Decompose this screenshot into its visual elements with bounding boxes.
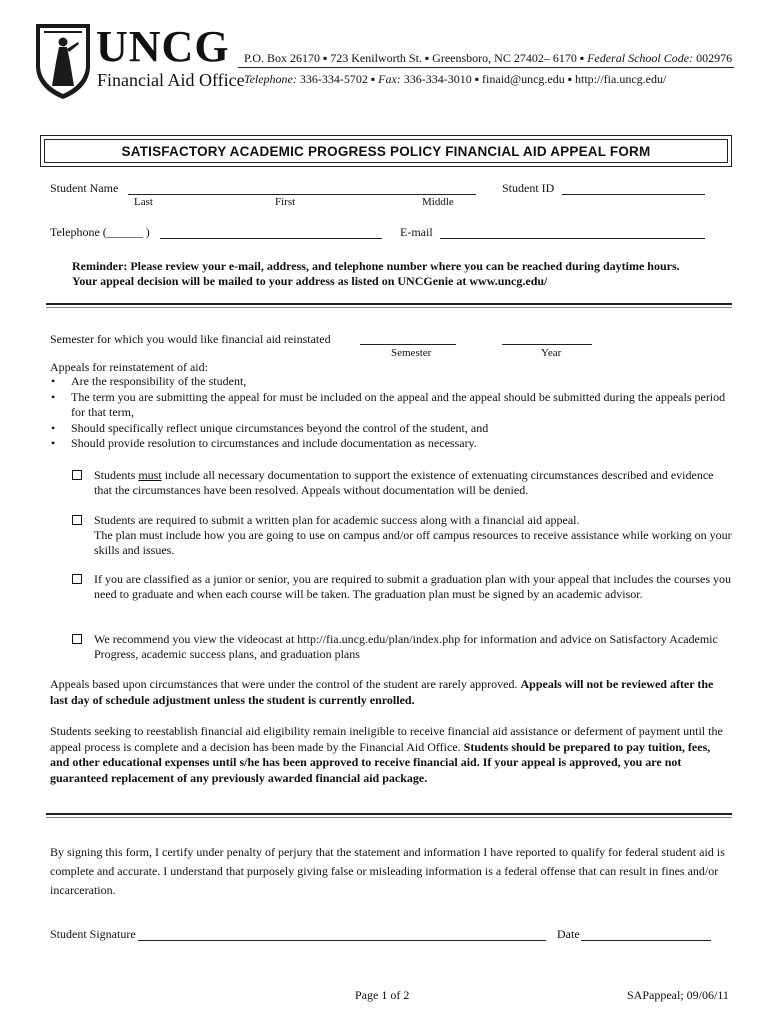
middle-label: Middle	[422, 196, 454, 208]
semester-field[interactable]	[360, 344, 456, 345]
list-item: • Should specifically reflect unique circumstances beyond the control of the student, and	[50, 421, 730, 437]
date-field[interactable]	[581, 940, 711, 941]
fax-label: Fax:	[378, 72, 401, 86]
financial-aid-office-label: Financial Aid Office	[97, 70, 245, 90]
header-contact	[244, 72, 666, 87]
header-divider	[238, 67, 734, 68]
checkbox-videocast[interactable]	[72, 634, 82, 644]
must-underlined: must	[138, 468, 162, 482]
checkbox-text: Students	[94, 468, 139, 482]
semester-label: Semester	[391, 347, 432, 359]
paragraph-bold-text: Appeals will not be reviewed after the last day of schedule adjustment unless the student is currently enrolled.	[50, 677, 714, 707]
student-name-field[interactable]	[128, 194, 476, 195]
appeals-intro: Appeals for reinstatement of aid:	[50, 360, 208, 374]
telephone-number: 336-334-5702 ▪	[296, 72, 379, 86]
last-label: Last	[134, 196, 153, 208]
eligibility-paragraph	[50, 724, 730, 786]
school-code: 002976	[693, 51, 733, 65]
list-item: • Should provide resolution to circumstances and include documentation as necessary.	[50, 436, 730, 452]
school-code-label: Federal School Code:	[587, 51, 694, 65]
paragraph-text: Students seeking to reestablish financial aid eligibility remain ineligible to receive financial aid assistance or deferment of payment until the appeal process is complete and a decision has been made by the Financial Aid Office.	[50, 724, 723, 754]
section-divider-1-shadow	[46, 307, 732, 308]
telephone-label: Telephone:	[244, 72, 297, 86]
signature-field[interactable]	[138, 940, 546, 941]
certification-paragraph: By signing this form, I certify under penalty of perjury that the statement and information I have reported to qualify for federal student aid is complete and accurate. I understand that purposely giving false or misleading information is a federal offense that can result in fines and/or incarceration.	[50, 845, 725, 897]
email-label: E-mail	[400, 225, 433, 239]
signature-label: Student Signature	[50, 927, 136, 941]
checkbox-academic-plan[interactable]	[72, 515, 82, 525]
list-item: • Are the responsibility of the student,	[50, 374, 730, 390]
student-name-label: Student Name	[50, 181, 119, 195]
page-number: Page 1 of 2	[355, 988, 410, 1002]
fax-and-web: 336-334-3010 ▪ finaid@uncg.edu ▪ http://fia.uncg.edu/	[400, 72, 667, 86]
section-divider-2-shadow	[46, 817, 732, 818]
form-code: SAPappeal; 09/06/11	[627, 988, 729, 1002]
checkbox-text: If you are classified as a junior or senior, you are required to submit a graduation plan with your appeal that includes the courses you need to graduate and when each course will be taken. The graduation plan must be signed by an academic advisor.	[94, 572, 731, 601]
checkbox-text: The plan must include how you are going to use on campus and/or off campus resources to receive assistance while working on your skills and issues.	[94, 528, 732, 557]
header-address	[244, 51, 732, 66]
first-label: First	[275, 196, 296, 208]
checkbox-documentation[interactable]	[72, 470, 82, 480]
telephone-field[interactable]	[160, 238, 382, 239]
list-item: • The term you are submitting the appeal for must be included on the appeal and the appeal should be submitted during the appeals period for that term,	[50, 390, 730, 421]
student-id-field[interactable]	[562, 194, 705, 195]
reminder-line-1: Reminder: Please review your e-mail, address, and telephone number where you can be reached during daytime hours.	[72, 259, 680, 273]
email-field[interactable]	[440, 238, 705, 239]
year-label: Year	[541, 347, 562, 359]
telephone-label-field: Telephone (______ )	[50, 225, 150, 239]
checkbox-item-graduation-plan	[72, 572, 732, 602]
checkbox-graduation-plan[interactable]	[72, 574, 82, 584]
section-divider-2	[46, 813, 732, 815]
checkbox-text: We recommend you view the videocast at http://fia.uncg.edu/plan/index.php for information and advice on Satisfactory Academic Progress, academic success plans, and graduation plans	[94, 632, 718, 661]
reminder-line-2: Your appeal decision will be mailed to your address as listed on UNCGenie at www.uncg.edu/	[72, 274, 548, 288]
checkbox-item-academic-plan	[72, 513, 732, 558]
uncg-seal-logo	[34, 22, 92, 100]
semester-prompt: Semester for which you would like financial aid reinstated	[50, 332, 331, 346]
paragraph-bold-text: Students should be prepared to pay tuition, fees, and other educational expenses until s/he has been approved to receive financial aid. If your appeal is approved, you are not guaranteed replacement of any previously awarded financial aid package.	[50, 739, 711, 785]
form-title: SATISFACTORY ACADEMIC PROGRESS POLICY FINANCIAL AID APPEAL FORM	[44, 139, 728, 163]
control-circumstances-paragraph	[50, 677, 730, 708]
appeals-bullet-list	[50, 374, 730, 452]
checkbox-text: include all necessary documentation to support the existence of extenuating circumstances described and evidence that the circumstances have been resolved. Appeals without documentation will be denied.	[94, 468, 714, 497]
date-label: Date	[557, 927, 580, 941]
checkbox-item-videocast	[72, 632, 732, 662]
address-text: P.O. Box 26170 ▪ 723 Kenilworth St. ▪ Greensboro, NC 27402– 6170 ▪	[244, 51, 588, 65]
student-id-label: Student ID	[502, 181, 555, 195]
checkbox-item-documentation	[72, 468, 732, 498]
uncg-wordmark: UNCG	[96, 22, 230, 71]
year-field[interactable]	[502, 344, 592, 345]
checkbox-text: Students are required to submit a written plan for academic success along with a financial aid appeal.	[94, 513, 580, 527]
form-title-box	[40, 135, 732, 167]
section-divider-1	[46, 303, 732, 305]
paragraph-text: Appeals based upon circumstances that were under the control of the student are rarely approved.	[50, 677, 521, 691]
